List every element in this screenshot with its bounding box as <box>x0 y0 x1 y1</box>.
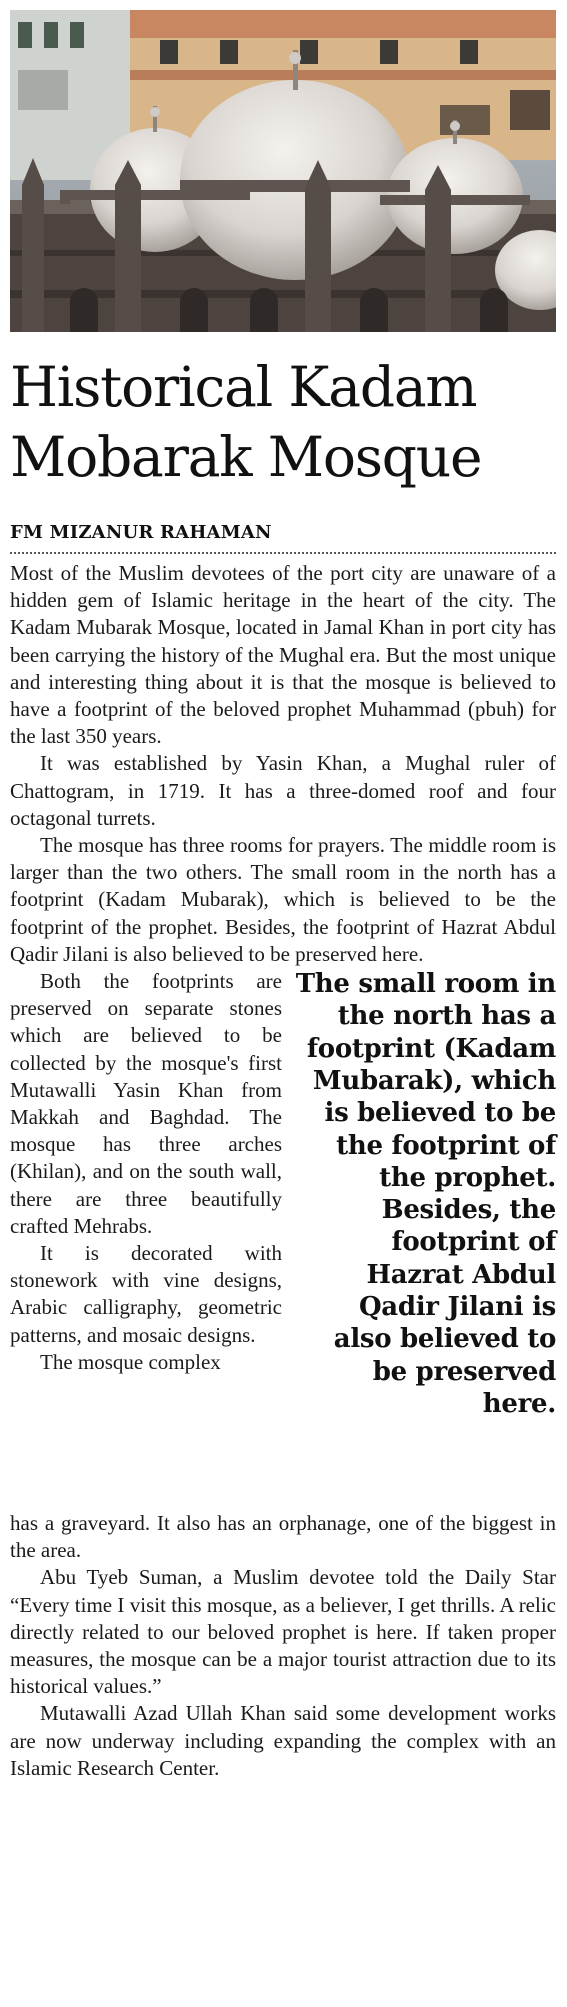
paragraph-7: Abu Tyeb Suman, a Muslim devotee told the Daily Star “Every time I visit this mosque, as a believer, I get thrills. A relic directly related to our beloved prophet is here. If taken proper measures, the mosque can be a major tourist attraction due to its historical values.” <box>10 1565 556 1699</box>
pullquote-section <box>10 968 556 1510</box>
paragraph-6-start: The mosque complex <box>40 1349 221 1374</box>
dotted-divider <box>10 552 556 554</box>
paragraph-2: It was established by Yasin Khan, a Mughal ruler of Chattogram, in 1719. It has a three-domed roof and four octagonal turrets. <box>10 751 556 830</box>
article-body <box>10 560 556 1782</box>
article-headline <box>10 352 556 492</box>
paragraph-8: Mutawalli Azad Ullah Khan said some development works are now underway including expanding the complex with an Islamic Research Center. <box>10 1701 556 1780</box>
mosque-photo <box>10 10 556 332</box>
mosque-illustration <box>10 10 556 332</box>
headline-line-1: Historical Kadam <box>10 355 477 419</box>
paragraph-3: The mosque has three rooms for prayers. The middle room is larger than the two others. The small room in the north has a footprint (Kadam Mubarak), which is believed to be the footprint of the prophet. Besides, the footprint of Hazrat Abdul Qadir Jilani is also believed to be preserved here. <box>10 833 556 966</box>
pull-quote: The small room in the north has a footprint (Kadam Mubarak), which is believed to be the footprint of the prophet. Besides, the footprint of Hazrat Abdul Qadir Jilani is also believed to be preserved here. <box>295 969 556 1419</box>
paragraph-4: Both the footprints are preserved on separate stones which are believed to be collected by the mosque's first Mutawalli Yasin Khan from Makkah and Baghdad. The mosque has three arches (Khilan), and on the south wall, there are three beautifully crafted Mehrabs. <box>10 969 282 1238</box>
headline-line-2: Mobarak Mosque <box>10 425 482 489</box>
paragraph-5: It is decorated with stonework with vine designs, Arabic calligraphy, geometric patterns, and mosaic designs. <box>10 1241 282 1347</box>
byline: FM MIZANUR RAHAMAN <box>10 522 272 543</box>
paragraph-6-end: has a graveyard. It also has an orphanage, one of the biggest in the area. <box>10 1511 556 1563</box>
paragraph-1: Most of the Muslim devotees of the port city are unaware of a hidden gem of Islamic heritage in the heart of the city. The Kadam Mubarak Mosque, located in Jamal Khan in port city has been carrying the history of the Mughal era. But the most unique and interesting thing about it is that the mosque is believed to have a footprint of the beloved prophet Muhammad (pbuh) for the last 350 years. <box>10 561 556 749</box>
narrow-column <box>10 968 282 1376</box>
